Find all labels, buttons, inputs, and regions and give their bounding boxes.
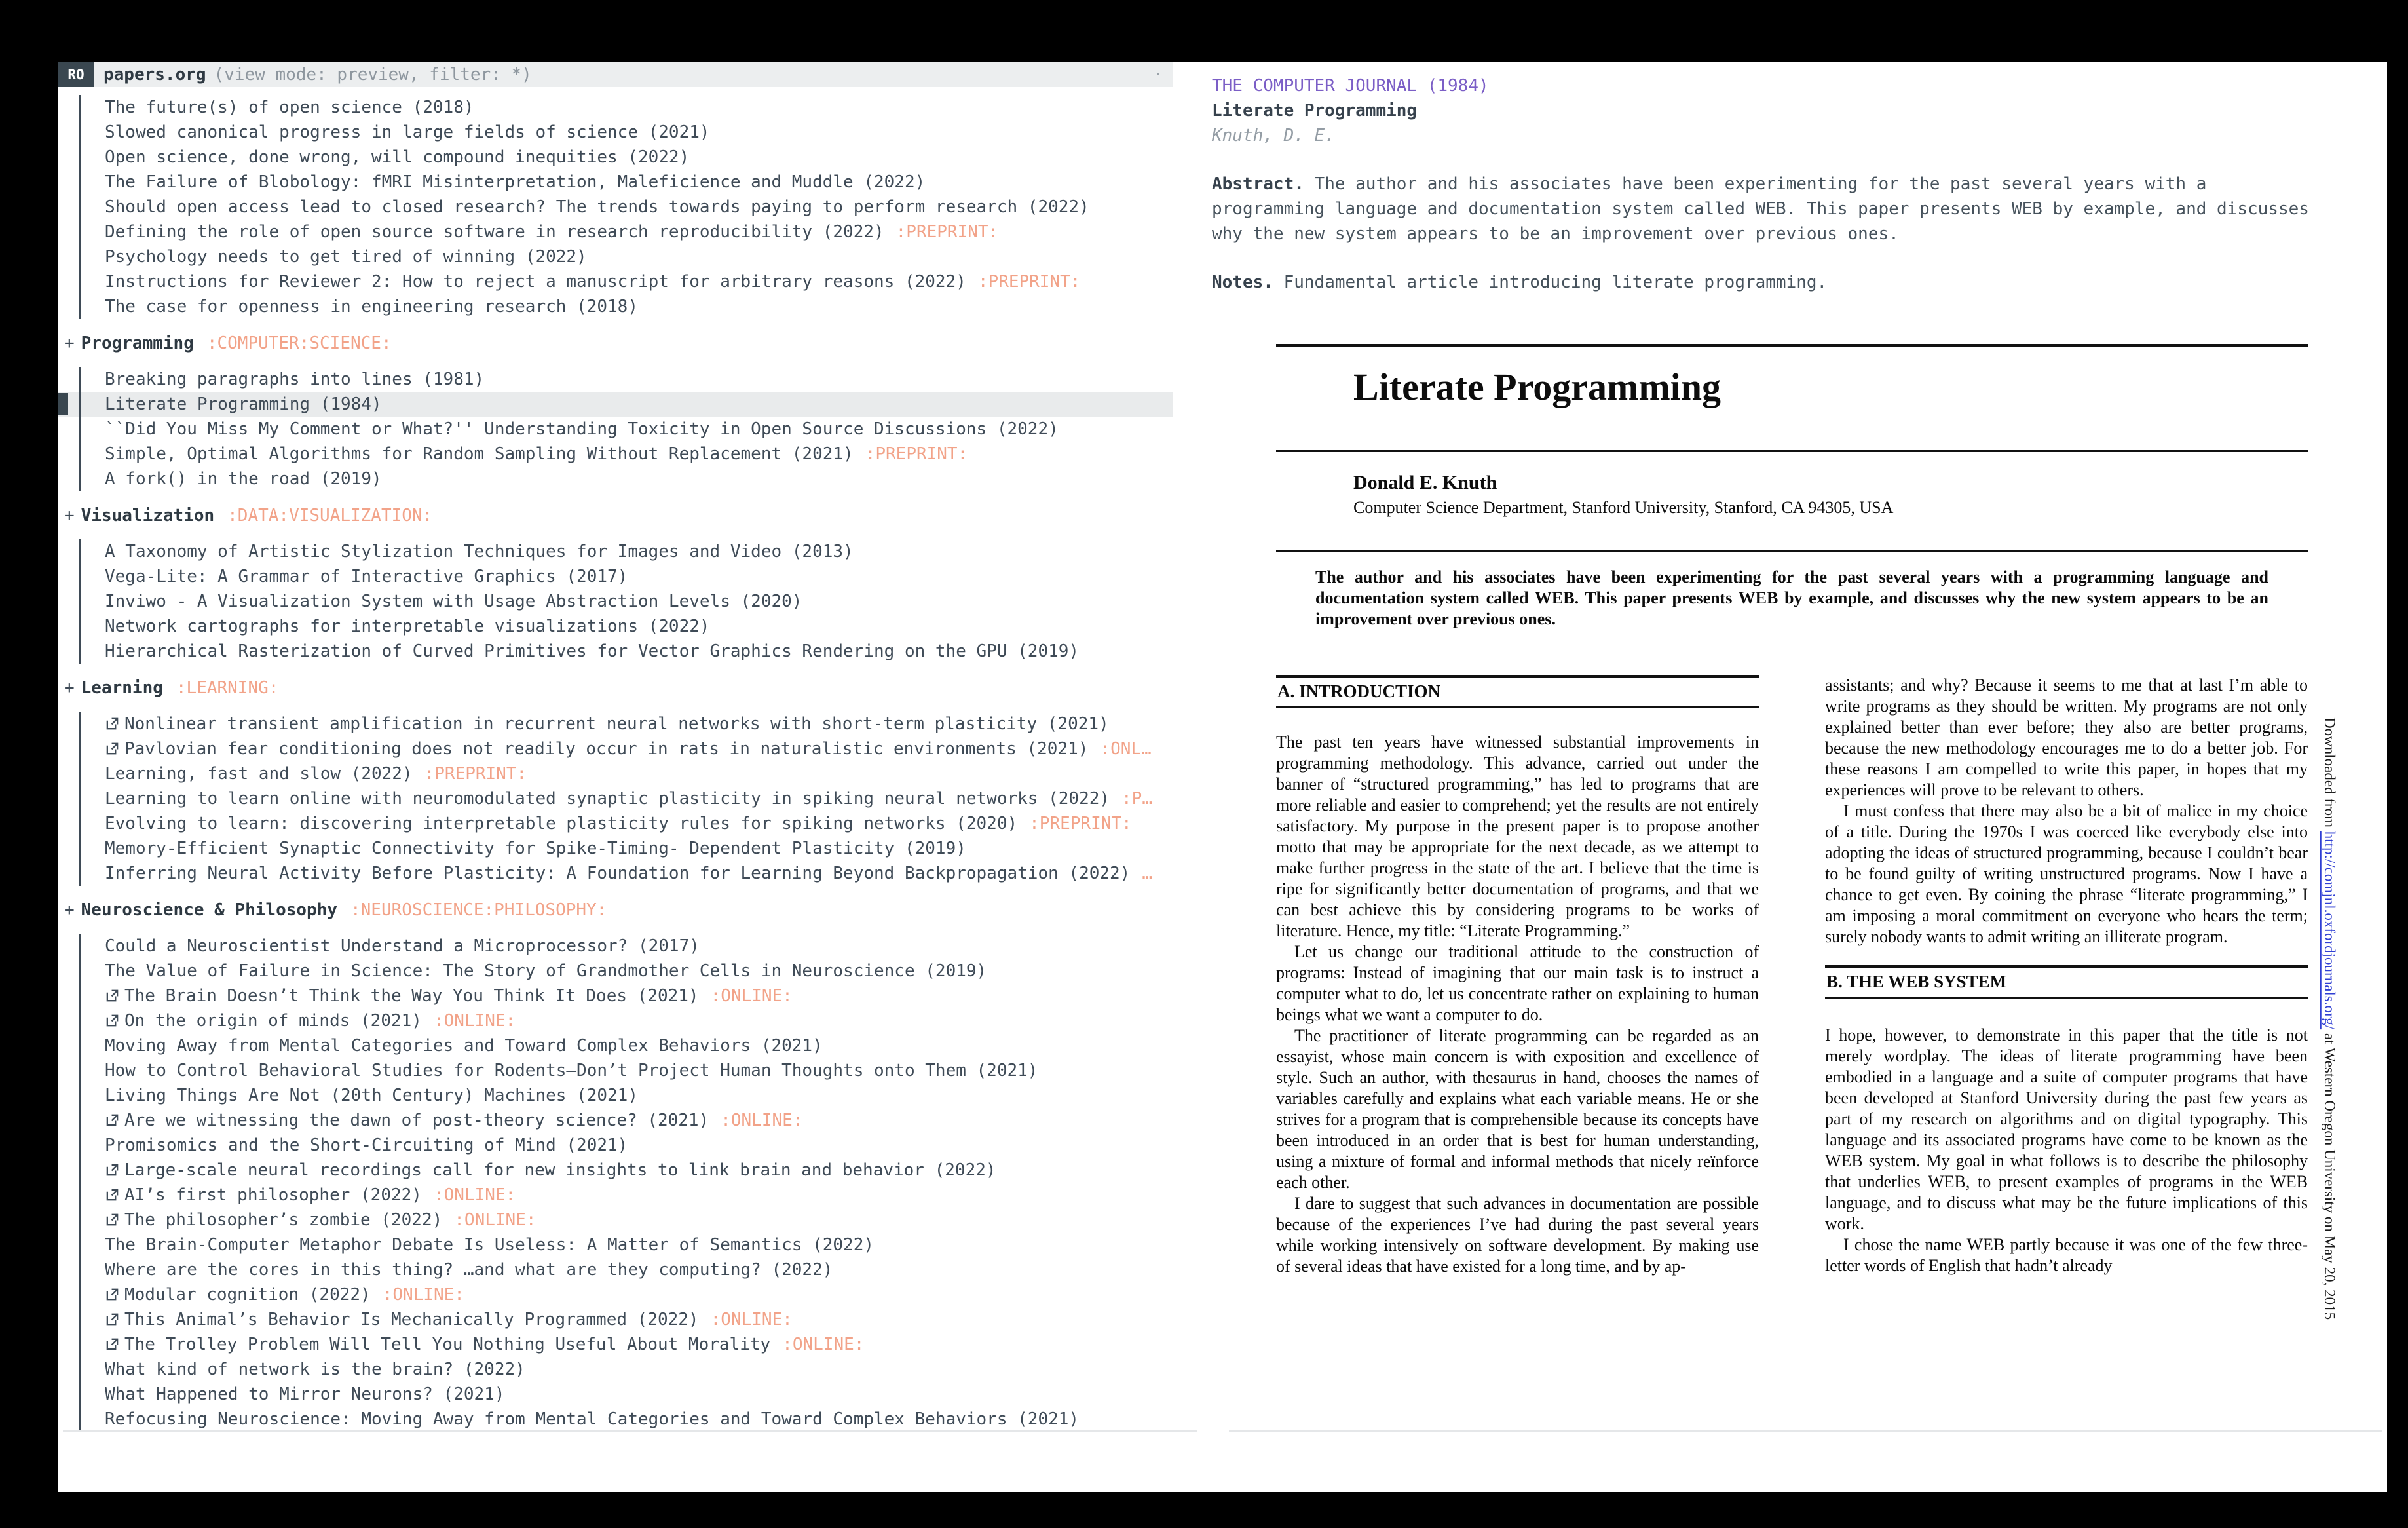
paper-tag: :ONLINE: [721,1111,803,1130]
pdf-paragraph: I must confess that there may also be a bit of malice in my choice of a title. During the 1970s I was coerced like everybody else into adopting the ideas of structured programming, because I couldn’t bear to be found guilty of writing unstructured programs. Now I have a chance to get even. By coining the phrase “literate programming,” I am imposing a moral commitment on everyone who hears the term; surely nobody wants to admit writing an illiterate program. [1825,801,2308,946]
pdf-paragraph: The past ten years have witnessed substantial improvements in programming methodology. This advance, carried out under the banner of “structured programming,” has led to programs that are more reliable and easier to comprehend; yet the results are not entirely satisfactory. My purpose in the present paper is to propose another motto that may be appropriate for the next decade, as we attempt to make further progress in the state of the art. I believe that the time is ripe for significantly better documentation of programs, and that we can best achieve this by considering programs to be works of literature. Hence, my title: “Literate Programming.” [1276,733,1759,940]
list-item[interactable] [58,861,1173,886]
list-item[interactable] [58,244,1173,269]
list-item[interactable] [58,1407,1173,1432]
list-item[interactable] [58,220,1173,244]
paper-tag: :ONLINE: [710,986,793,1006]
list-item[interactable] [58,1008,1173,1033]
paper-list[interactable] [58,87,1173,1438]
pdf-abstract: The author and his associates have been experimenting for the past several years with a programming language and documentation system called WEB. This paper presents WEB by example, and discusses why the new system appears to be an improvement over previous ones. [1315,567,2268,628]
paper-title: Promisomics and the Short-Circuiting of Mind (2021) [105,1136,628,1155]
external-link-icon [105,1110,124,1133]
paper-title: Could a Neuroscientist Understand a Microprocessor? (2017) [105,936,700,956]
paper-tag: :ONLINE: [382,1285,464,1305]
paper-title: The Value of Failure in Science: The Story of Grandmother Cells in Neuroscience (2019) [105,961,987,981]
paper-tag: :PREPRINT: [895,222,999,242]
list-item[interactable] [58,145,1173,170]
paper-title: What kind of network is the brain? (2022) [105,1360,525,1379]
group-tag: :DATA:VISUALIZATION: [227,506,433,525]
paper-title: The Brain Doesn’t Think the Way You Think It Does (2021) [124,986,699,1006]
paper-details [1212,73,2325,295]
group-header-neuroscience-philosophy[interactable] [58,898,1173,923]
list-item[interactable] [58,294,1173,319]
collapse-toggle-icon: + [64,506,75,525]
collapse-toggle-icon: + [64,900,75,920]
pdf-rule [1276,550,2308,552]
list-item[interactable] [58,1282,1173,1307]
list-item[interactable] [58,539,1173,564]
list-item[interactable] [58,467,1173,491]
list-item[interactable] [58,120,1173,145]
paper-title: Where are the cores in this thing? …and what are they computing? (2022) [105,1260,833,1280]
paper-tag: :ONLINE: [454,1210,536,1230]
list-item[interactable] [58,1058,1173,1083]
paper-group [58,898,1173,1432]
paper-title: A fork() in the road (2019) [105,469,382,489]
group-header-visualization[interactable] [58,503,1173,528]
paper-title: Large-scale neural recordings call for new insights to link brain and behavior (2022) [124,1160,996,1180]
abstract-text: The author and his associates have been experimenting for the past several years with a programming language and documentation system called WEB. This paper presents WEB by example, and discusses why the new system appears to be an improvement over previous ones. [1212,174,2309,244]
pdf-paragraph: The practitioner of literate programming can be regarded as an essayist, whose main concern is with exposition and excellence of style. Such an author, with thesaurus in hand, chooses the names of variables carefully and explains what each variable means. He or she strives for a program that is comprehensible because its concepts have been introduced in an order that is best for human understanding, using a mixture of formal and informal methods that nicely reïnforce each other. [1276,1026,1759,1192]
paper-title: ``Did You Miss My Comment or What?'' Understanding Toxicity in Open Source Discussions (2022) [105,419,1059,439]
mode-badge: RO [58,62,94,87]
paper-tag: :ONLINE: [782,1335,865,1354]
list-item[interactable] [58,1108,1173,1133]
list-item[interactable] [58,1033,1173,1058]
pdf-paragraph: I dare to suggest that such advances in documentation are possible because of the experiences I’ve had during the past several years while working intensively on software development. By making use of several ideas that have existed for a long time, and by ap- [1276,1194,1759,1276]
list-item[interactable] [58,639,1173,664]
paper-title: The future(s) of open science (2018) [105,98,474,117]
external-link-icon [105,1210,124,1232]
left-panel-separator [63,1430,1197,1432]
list-item[interactable] [58,170,1173,195]
group-name: Neuroscience & Philosophy [81,900,337,920]
journal-line[interactable]: THE COMPUTER JOURNAL (1984) [1212,76,1489,96]
titlebar [58,62,1173,87]
pdf-paragraph: I chose the name WEB partly because it was one of the few three-letter words of English that hadn’t already [1825,1235,2308,1275]
group-tag: :LEARNING: [176,678,279,698]
list-item[interactable] [58,1357,1173,1382]
paper-title: Nonlinear transient amplification in recurrent neural networks with short-term plasticity (2021) [124,714,1109,734]
paper-title: Psychology needs to get tired of winning (2022) [105,247,587,267]
list-item[interactable] [58,836,1173,861]
pdf-paragraph: I hope, however, to demonstrate in this paper that the title is not merely wordplay. The ideas of literate programming have been embodied in a language and a suite of computer programs that have been developed at Stanford University during the past few years as part of my research on algorithms and on digital typography. This language and its associated programs have come to be known as the WEB system. My goal in what follows is to describe the philosophy that underlies WEB, to present examples of programs in the WEB language, and to discuss what may be the future implications of this work. [1825,1025,2308,1233]
external-link-icon [105,1284,124,1307]
app-title: papers.org [103,65,206,85]
section-heading-b: B. THE WEB SYSTEM [1825,965,2308,999]
list-item[interactable] [58,367,1173,392]
list-item[interactable] [58,564,1173,589]
list-item[interactable] [58,736,1173,761]
paper-title: Moving Away from Mental Categories and Toward Complex Behaviors (2021) [105,1036,823,1056]
group-header-programming[interactable] [58,331,1173,356]
external-link-icon [105,738,124,761]
paper-tag: :PREPRINT: [424,764,527,784]
list-item[interactable] [58,1183,1173,1208]
paper-tag: … [1142,864,1152,883]
download-watermark [2321,717,2338,1492]
paper-title: Simple, Optimal Algorithms for Random Sampling Without Replacement (2021) [105,444,854,464]
list-item[interactable] [58,1158,1173,1183]
paper-title: Evolving to learn: discovering interpretable plasticity rules for spiking networks (2020) [105,814,1018,833]
paper-title: The philosopher’s zombie (2022) [124,1210,443,1230]
paper-group [58,503,1173,664]
paper-title: Network cartographs for interpretable visualizations (2022) [105,617,710,636]
list-item[interactable] [58,959,1173,984]
paper-group [58,95,1173,319]
paper-title: AI’s first philosopher (2022) [124,1185,422,1205]
pdf-title: Literate Programming [1353,366,1721,408]
watermark-suffix: at Western Oregon University on May 20, 2015 [2322,1029,2338,1320]
paper-title: Literate Programming (1984) [105,394,382,414]
pdf-column-left [1276,675,1759,1277]
group-name: Programming [81,334,194,353]
list-item[interactable] [58,1307,1173,1332]
paper-title: Learning, fast and slow (2022) [105,764,413,784]
list-item[interactable] [58,934,1173,959]
paper-title: Are we witnessing the dawn of post-theory science? (2021) [124,1111,709,1130]
paper-tag: :ONLINE: [433,1011,516,1031]
list-item[interactable] [58,984,1173,1008]
external-link-icon [105,1334,124,1357]
list-item[interactable] [58,95,1173,120]
pdf-paragraph: Let us change our traditional attitude to the construction of programs: Instead of imagining that our main task is to instruct a computer what to do, let us concentrate rather on explaining to human beings what we want a computer to do. [1276,942,1759,1024]
right-panel-separator [1229,1430,2382,1432]
paper-title: Inferring Neural Activity Before Plasticity: A Foundation for Learning Beyond Backpropagation (2022) [105,864,1131,883]
paper-title: Instructions for Reviewer 2: How to reject a manuscript for arbitrary reasons (2022) [105,272,966,292]
paper-tag: :ONLINE: [710,1310,793,1329]
list-item[interactable] [58,195,1173,220]
list-item[interactable] [58,417,1173,442]
paper-tag: :ONL… [1100,739,1152,759]
external-link-icon [105,1160,124,1183]
detail-authors: Knuth, D. E. [1212,126,1335,145]
paper-group [58,331,1173,491]
paper-tag: :PREPRINT: [1029,814,1132,833]
detail-title: Literate Programming [1212,101,1418,121]
pdf-paragraph: assistants; and why? Because it seems to me that at last I’m able to write programs as they should be written. My programs are not only explained better than ever before; they also are better programs, because the new methodology encourages me to do a better job. For these reasons I am compelled to write this paper, in hopes that my experiences will prove to be relevant to others. [1825,676,2308,799]
list-item[interactable] [58,1133,1173,1158]
list-item[interactable] [58,1083,1173,1108]
watermark-prefix: Downloaded from [2322,717,2338,831]
external-link-icon [105,1309,124,1332]
paper-title: Open science, done wrong, will compound inequities (2022) [105,147,690,167]
list-item[interactable] [58,811,1173,836]
paper-title: Hierarchical Rasterization of Curved Primitives for Vector Graphics Rendering on the GPU (2019) [105,641,1080,661]
collapse-toggle-icon: + [64,678,75,698]
paper-title: The Failure of Blobology: fMRI Misinterpretation, Maleficience and Muddle (2022) [105,172,926,192]
paper-title: Refocusing Neuroscience: Moving Away from Mental Categories and Toward Complex Behaviors (2021) [105,1409,1080,1429]
paper-title: Defining the role of open source software in research reproducibility (2022) [105,222,884,242]
group-tag: :NEUROSCIENCE:PHILOSOPHY: [350,900,607,920]
paper-tag: :ONLINE: [433,1185,516,1205]
list-item[interactable] [58,442,1173,467]
notes-label: Notes. [1212,273,1273,292]
list-item[interactable] [58,786,1173,811]
paper-tag: :PREPRINT: [865,444,968,464]
pdf-column-right [1825,675,2308,1276]
paper-title: Inviwo - A Visualization System with Usage Abstraction Levels (2020) [105,592,802,611]
paper-title: Learning to learn online with neuromodulated synaptic plasticity in spiking neural networks (2022) [105,789,1110,809]
notes-text: Fundamental article introducing literate programming. [1273,273,1828,292]
detail-notes [1212,270,2325,295]
paper-title: The Trolley Problem Will Tell You Nothing Useful About Morality [124,1335,771,1354]
list-item[interactable] [58,1208,1173,1232]
pdf-preview [1276,344,2308,1433]
paper-tag: :P… [1121,789,1152,809]
list-item[interactable] [58,712,1173,736]
paper-title: Should open access lead to closed research? The trends towards paying to perform research (2022) [105,197,1089,217]
external-link-icon [105,1010,124,1033]
pdf-rule [1276,450,2308,452]
pdf-rule-top [1276,344,2308,347]
collapse-toggle-icon: + [64,334,75,353]
group-name: Visualization [81,506,215,525]
paper-title: What Happened to Mirror Neurons? (2021) [105,1385,505,1404]
paper-title: On the origin of minds (2021) [124,1011,422,1031]
list-item[interactable] [58,1257,1173,1282]
paper-title: The case for openness in engineering research (2018) [105,297,638,316]
paper-title: Slowed canonical progress in large fields of science (2021) [105,123,710,142]
watermark-url: http://comjnl.oxfordjournals.org/ [2322,831,2338,1030]
detail-abstract [1212,172,2325,246]
abstract-label: Abstract. [1212,174,1304,194]
paper-title: How to Control Behavioral Studies for Rodents–Don’t Project Human Thoughts onto Them (2021) [105,1061,1038,1080]
paper-title: A Taxonomy of Artistic Stylization Techniques for Images and Video (2013) [105,542,854,562]
pdf-affiliation: Computer Science Department, Stanford University, Stanford, CA 94305, USA [1353,498,1894,517]
list-item[interactable] [58,269,1173,294]
group-name: Learning [81,678,163,698]
menu-dot-icon[interactable]: · [1153,65,1163,85]
paper-title: This Animal’s Behavior Is Mechanically Programmed (2022) [124,1310,699,1329]
list-item[interactable] [58,1232,1173,1257]
list-item-selected[interactable] [58,392,1173,417]
paper-title: Vega-Lite: A Grammar of Interactive Graphics (2017) [105,567,628,586]
paper-tag: :PREPRINT: [977,272,1081,292]
group-tag: :COMPUTER:SCIENCE: [206,334,392,353]
section-heading-a: A. INTRODUCTION [1276,675,1759,708]
group-header-learning[interactable] [58,676,1173,700]
external-link-icon [105,1185,124,1208]
paper-title: Pavlovian fear conditioning does not readily occur in rats in naturalistic environments (2021) [124,739,1089,759]
paper-title: Breaking paragraphs into lines (1981) [105,370,485,389]
paper-title: Living Things Are Not (20th Century) Machines (2021) [105,1086,638,1105]
paper-title: Modular cognition (2022) [124,1285,371,1305]
list-item[interactable] [58,1332,1173,1357]
paper-group [58,676,1173,886]
paper-title: The Brain-Computer Metaphor Debate Is Useless: A Matter of Semantics (2022) [105,1235,874,1255]
view-mode-info: (view mode: preview, filter: *) [214,65,532,85]
paper-title: Memory-Efficient Synaptic Connectivity for Spike-Timing- Dependent Plasticity (2019) [105,839,966,858]
list-item[interactable] [58,614,1173,639]
external-link-icon [105,985,124,1008]
list-item[interactable] [58,589,1173,614]
external-link-icon [105,714,124,736]
app-window [58,62,2387,1492]
list-item[interactable] [58,761,1173,786]
pdf-author: Donald E. Knuth [1353,472,1497,493]
list-item[interactable] [58,1382,1173,1407]
